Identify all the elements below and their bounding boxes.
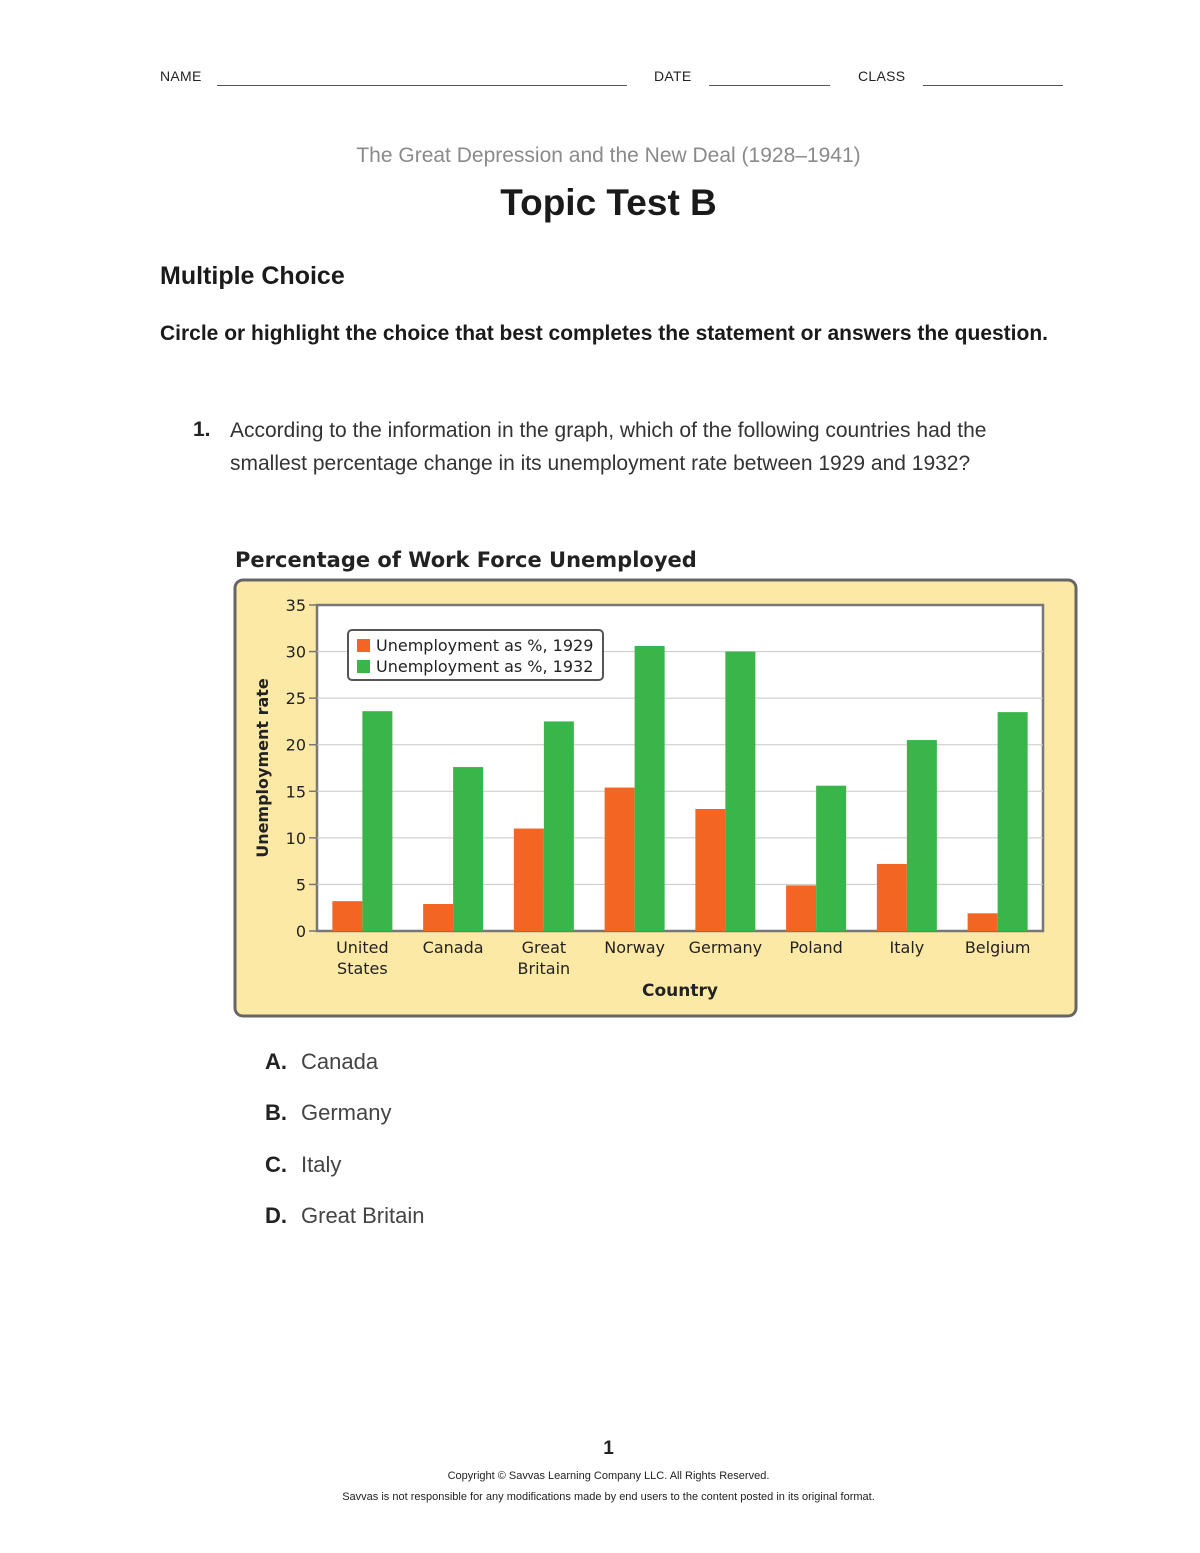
y-tick-label: 20 <box>285 735 306 755</box>
option-a-letter: A. <box>265 1049 287 1074</box>
option-c-text: Italy <box>301 1152 342 1177</box>
option-d-letter: D. <box>265 1203 287 1228</box>
instructions: Circle or highlight the choice that best completes the statement or answers the question. <box>160 322 1048 345</box>
unit-title: The Great Depression and the New Deal (1928–1941) <box>356 144 861 167</box>
legend-swatch-1932 <box>357 660 370 673</box>
name-field[interactable] <box>217 85 627 86</box>
x-tick-label: United <box>336 938 389 957</box>
unemployment-chart <box>230 540 1080 1020</box>
class-field[interactable] <box>923 85 1063 86</box>
option-b-text: Germany <box>301 1100 392 1125</box>
bar-1932 <box>907 740 937 931</box>
x-tick-label: Great <box>521 938 567 957</box>
disclaimer: Savvas is not responsible for any modifications made by end users to the content posted in its original format. <box>342 1491 875 1503</box>
legend <box>348 630 603 680</box>
x-tick-label: Italy <box>889 938 925 957</box>
question-text: According to the information in the graph, which of the following countries had the smallest percentage change in its unemployment rate between 1929 and 1932? <box>230 419 987 475</box>
legend-label-1932: Unemployment as %, 1932 <box>376 657 594 676</box>
date-field[interactable] <box>709 85 830 86</box>
x-tick-label: Norway <box>604 938 665 957</box>
bar-1932 <box>725 652 755 931</box>
bar-1932 <box>362 711 392 931</box>
bar-1929 <box>786 885 816 931</box>
legend-label-1929: Unemployment as %, 1929 <box>376 636 594 655</box>
x-tick-label: Britain <box>517 959 571 978</box>
x-tick-label: Canada <box>422 938 484 957</box>
y-tick-label: 30 <box>285 642 306 662</box>
legend-swatch-1929 <box>357 639 370 652</box>
class-label: CLASS <box>858 68 906 84</box>
option-d[interactable] <box>265 1203 425 1229</box>
bar-1929 <box>514 829 544 931</box>
option-a[interactable] <box>265 1049 378 1075</box>
page-number: 1 <box>603 1438 614 1459</box>
bar-1929 <box>605 788 635 931</box>
question-number: 1. <box>193 418 211 441</box>
chart-title: Percentage of Work Force Unemployed <box>235 548 697 572</box>
y-tick-label: 35 <box>285 596 306 615</box>
bar-1932 <box>635 646 665 931</box>
bar-1929 <box>423 904 453 931</box>
y-tick-label: 10 <box>285 828 306 848</box>
bar-1932 <box>453 767 483 931</box>
date-label: DATE <box>654 68 692 84</box>
y-axis-label: Unemployment rate <box>253 678 272 858</box>
y-tick-label: 0 <box>295 922 306 941</box>
bar-1929 <box>968 913 998 931</box>
option-a-text: Canada <box>301 1049 379 1074</box>
test-title: Topic Test B <box>500 182 717 223</box>
bar-1932 <box>544 721 574 931</box>
y-tick-label: 5 <box>295 875 306 895</box>
option-b[interactable] <box>265 1100 391 1126</box>
x-tick-label: Poland <box>789 938 843 957</box>
x-tick-label: Belgium <box>964 938 1031 957</box>
option-d-text: Great Britain <box>301 1203 425 1228</box>
x-axis-label: Country <box>642 981 718 1001</box>
bar-1932 <box>816 786 846 931</box>
y-tick-label: 25 <box>285 689 306 709</box>
bar-1929 <box>877 864 907 931</box>
student-info-header <box>160 66 1063 88</box>
bar-1929 <box>695 809 725 931</box>
y-tick-label: 15 <box>285 782 306 802</box>
x-tick-label: Germany <box>688 938 763 957</box>
copyright: Copyright © Savvas Learning Company LLC. All Rights Reserved. <box>447 1470 770 1482</box>
bar-1932 <box>998 712 1028 931</box>
option-c[interactable] <box>265 1152 341 1178</box>
bar-1929 <box>332 901 362 931</box>
option-c-letter: C. <box>265 1152 287 1177</box>
name-label: NAME <box>160 68 202 84</box>
option-b-letter: B. <box>265 1100 287 1125</box>
x-tick-label: States <box>337 959 388 978</box>
section-title: Multiple Choice <box>160 262 345 290</box>
